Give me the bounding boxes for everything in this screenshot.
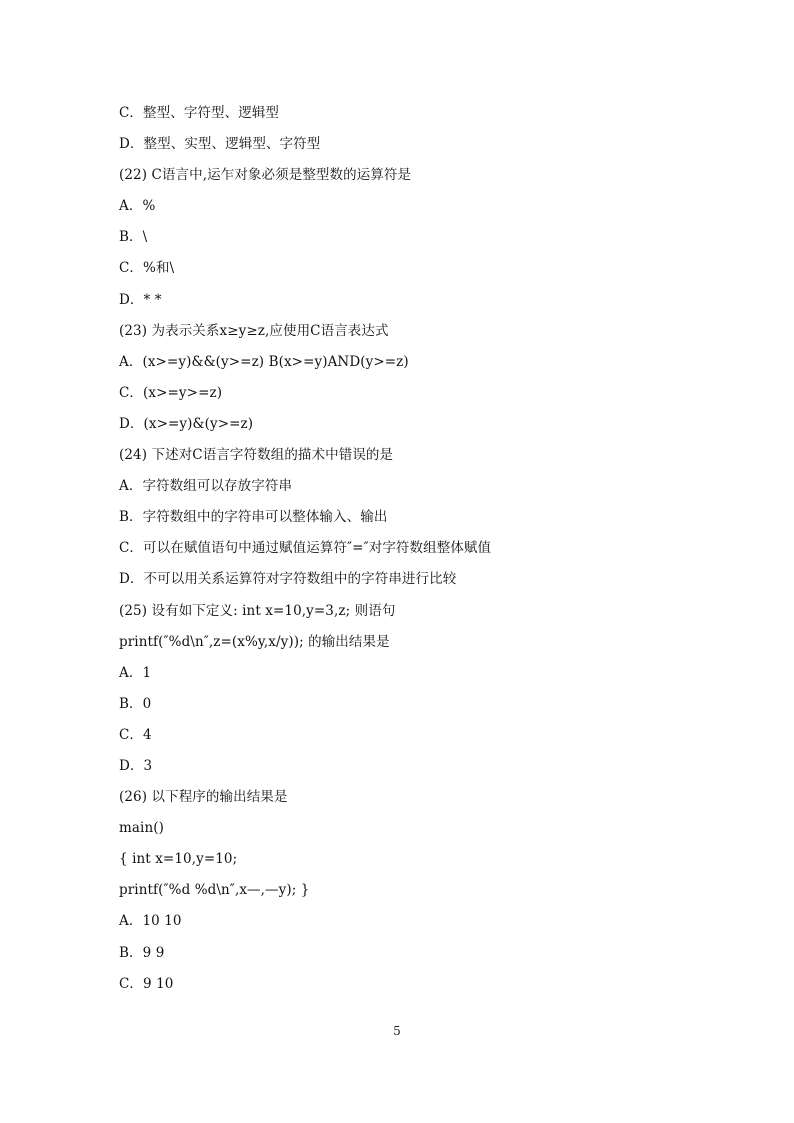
option-line: A．% [119,198,156,215]
option-line: C．4 [119,726,152,743]
option-line: D．(x>=y)&(y>=z) [119,415,254,432]
option-line: B．0 [119,695,152,712]
question-text-block [119,101,759,1003]
option-line: D．* * [119,291,162,308]
option-line: A．字符数组可以存放字符串 [119,478,293,495]
code-line: printf(″%d %d\n″,x—,—y); } [119,882,310,899]
question-line: (22) C语言中,运乍对象必须是整型数的运算符是 [119,167,412,184]
code-line: main() [119,820,164,837]
option-line: C．可以在赋值语句中通过赋值运算符″=″对字符数组整体赋值 [119,540,492,557]
option-line: C．整型、字符型、逻辑型 [119,105,280,121]
option-line: C．%和\ [119,260,175,277]
option-line: B．9 9 [119,944,165,961]
page-number: 5 [393,1024,401,1038]
question-line: (26) 以下程序的输出结果是 [119,789,288,806]
option-line: B．字符数组中的字符串可以整体输入、输出 [119,509,388,526]
option-line: C．(x>=y>=z) [119,384,223,401]
code-line: { int x=10,y=10; [119,851,238,868]
option-line: B．\ [119,229,148,246]
question-line: (25) 设有如下定义: int x=10,y=3,z; 则语句 [119,602,396,619]
option-line: A．1 [119,664,152,681]
question-line: (24) 下述对C语言字符数组的描术中错误的是 [119,447,394,464]
option-line: D．整型、实型、逻辑型、字符型 [119,136,321,153]
question-line: (23) 为表示关系x≥y≥z,应使用C语言表达式 [119,322,389,339]
option-line: A．(x>=y)&&(y>=z) B(x>=y)AND(y>=z) [119,353,409,370]
option-line: A．10 10 [119,913,182,930]
option-line: D．不可以用关系运算符对字符数组中的字符串进行比较 [119,571,457,588]
option-line: D．3 [119,757,153,774]
option-line: C．9 10 [119,975,174,992]
code-line: printf(″%d\n″,z=(x%y,x/y)); 的输出结果是 [119,633,390,650]
